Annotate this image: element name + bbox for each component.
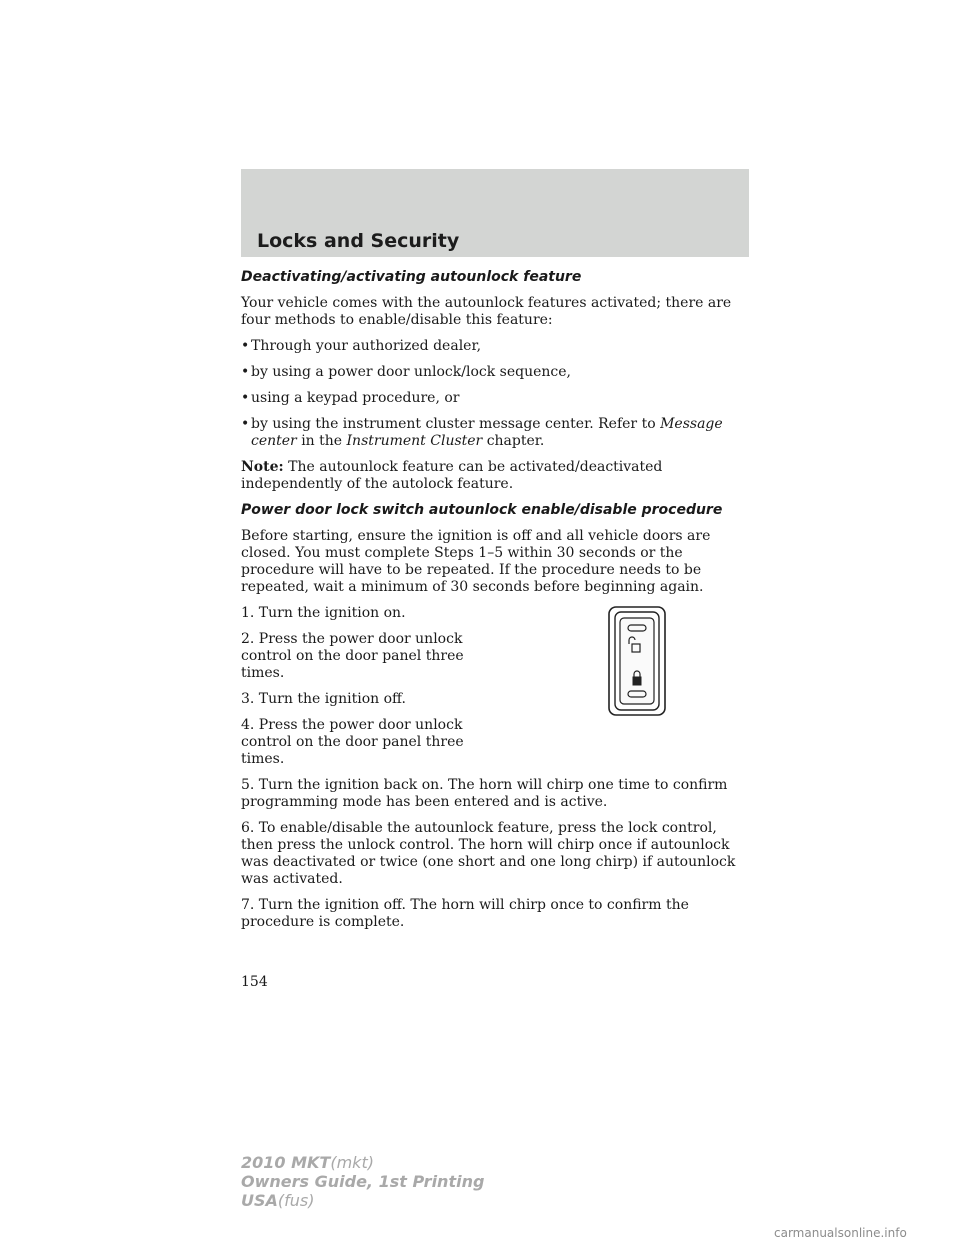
instrument-cluster-reference: Instrument Cluster — [346, 433, 483, 449]
methods-list — [241, 338, 751, 450]
step-item: 7. Turn the ignition off. The horn will chirp once to confirm the procedure is complete. — [241, 897, 689, 930]
list-item — [241, 416, 751, 450]
step-item: 1. Turn the ignition on. — [241, 605, 406, 621]
footer-region-code: (fus) — [277, 1191, 315, 1210]
list-item: • Through your authorized dealer, — [241, 338, 751, 355]
step-item: 6. To enable/disable the autounlock feature, press the lock control, then press the unlock control. The horn will chirp once if autounlock was deactivated or twice (one short and one long chirp) if autounlock was activated. — [241, 820, 736, 887]
procedure-heading: Power door lock switch autounlock enable/disable procedure — [241, 502, 723, 518]
bullet-text: by using the instrument cluster message center. Refer to — [251, 416, 661, 432]
page-content — [241, 269, 751, 940]
bullet-text: in the — [296, 433, 347, 449]
footer-model-code: (mkt) — [330, 1153, 374, 1172]
step-item: 4. Press the power door unlock control on the door panel three times. — [241, 717, 464, 767]
message-center-reference: Message center — [251, 416, 723, 449]
autounlock-heading: Deactivating/activating autounlock feature — [241, 269, 582, 285]
footer-line: Owners Guide, 1st Printing — [241, 1172, 485, 1191]
section-title: Locks and Security — [257, 230, 460, 252]
door-lock-switch-illustration — [607, 605, 667, 717]
document-footer — [241, 1153, 484, 1210]
list-item: • using a keypad procedure, or — [241, 390, 751, 407]
steps-left-column — [241, 605, 481, 777]
footer-line — [241, 1191, 484, 1210]
note-paragraph — [241, 459, 751, 493]
note-text: The autounlock feature can be activated/deactivated independently of the autolock feature. — [241, 459, 663, 492]
list-item: • by using a power door unlock/lock sequence, — [241, 364, 751, 381]
bullet-text: chapter. — [482, 433, 545, 449]
step-item: 5. Turn the ignition back on. The horn will chirp one time to confirm programming mode has been entered and is active. — [241, 777, 728, 810]
step-item: 3. Turn the ignition off. — [241, 691, 406, 707]
autounlock-intro: Your vehicle comes with the autounlock features activated; there are four methods to enable/disable this feature: — [241, 295, 732, 328]
step-item: 2. Press the power door unlock control on the door panel three times. — [241, 631, 464, 681]
page-number: 154 — [241, 974, 268, 990]
note-label: Note: — [241, 459, 284, 475]
section-header-band — [241, 169, 749, 257]
footer-model: 2010 MKT — [241, 1153, 331, 1172]
footer-region: USA — [241, 1191, 278, 1210]
footer-line — [241, 1153, 484, 1172]
procedure-intro: Before starting, ensure the ignition is off and all vehicle doors are closed. You must complete Steps 1–5 within 30 seconds or the procedure will have to be repeated. If the procedure needs to be repeated, wait a minimum of 30 seconds before beginning again. — [241, 528, 711, 595]
steps-with-figure — [241, 605, 751, 777]
watermark: carmanualsonline.info — [774, 1226, 907, 1240]
